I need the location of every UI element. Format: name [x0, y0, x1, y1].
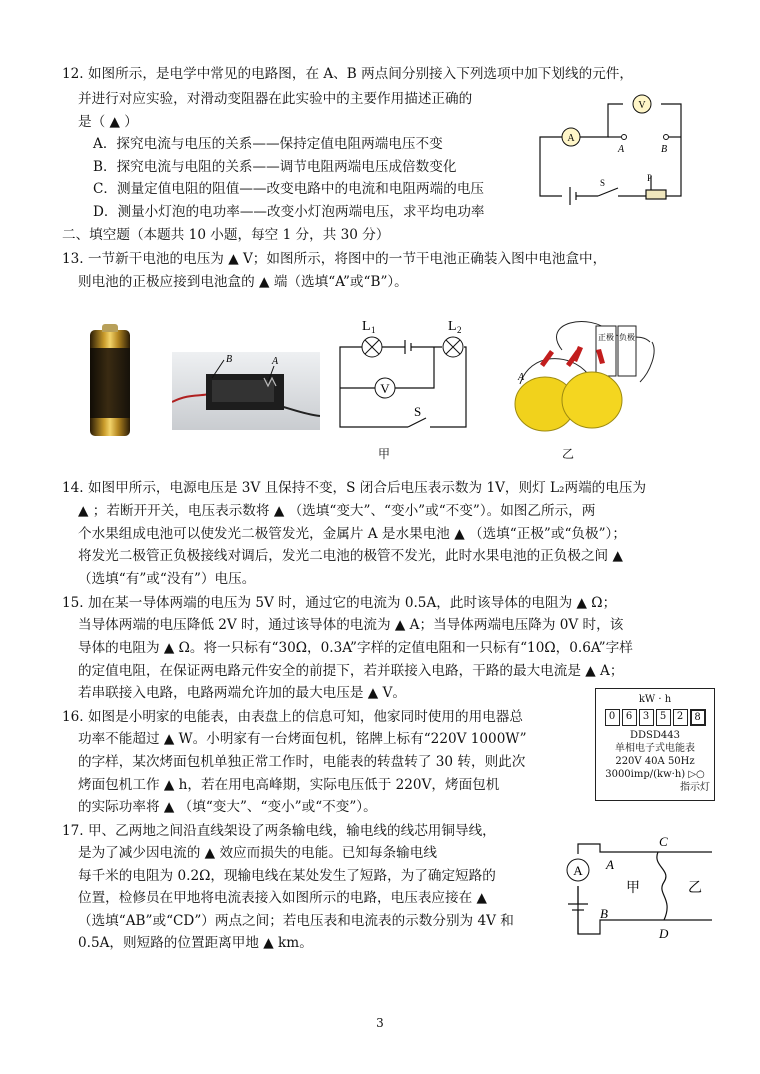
q12-circuit-diagram: [528, 90, 708, 215]
meter-digit: 2: [673, 709, 688, 726]
q17-place-yi-label: 乙: [688, 880, 702, 896]
q12-voltmeter-label: V: [638, 100, 646, 111]
q12-switch-label: S: [600, 178, 606, 188]
q15-line-3: 导体的电阻为 ▲ Ω。将一只标有“30Ω，0.3A”字样的定值电阻和一只标有“10Ω，0.6A”字样: [78, 640, 633, 656]
q16-line-2: 功率不能超过 ▲ W。小明家有一台烤面包机，铭牌上标有“220V 1000W”: [78, 731, 527, 747]
meter-indicator-label: 指示灯: [680, 782, 710, 793]
q16-line-5: 的实际功率将 ▲ （填“变大”、“变小”或“不变”）。: [78, 799, 377, 815]
q17-line-6: 0.5A，则短路的位置距离甲地 ▲ km。: [78, 935, 313, 951]
q15-line-1: 15. 加在某一导体两端的电压为 5V 时，通过它的电流为 0.5A，此时该导体的电阻为 ▲ Ω；: [62, 595, 617, 611]
fruit-metal-a-label: A: [518, 372, 525, 383]
circuit-jia-switch-label: S: [414, 404, 422, 419]
q12-option-d: D．测量小灯泡的电功率——改变小灯泡两端电压，求平均电功率: [93, 204, 485, 220]
q13-line-2: 则电池的正极应接到电池盒的 ▲ 端（选填“A”或“B”）。: [78, 274, 408, 290]
q17-line-1: 17. 甲、乙两地之间沿直线架设了两条输电线，输电线的线芯用铜导线，: [62, 823, 496, 839]
lamp-l2-subscript: 2: [457, 325, 462, 335]
q17-ammeter-label: A: [573, 863, 583, 878]
q17-line-5: （选填“AB”或“CD”）两点之间；若电压表和电流表的示数分别为 4V 和: [78, 913, 514, 929]
battery-box-b-label: B: [226, 354, 233, 365]
meter-digit: 0: [605, 709, 620, 726]
meter-digit: 6: [622, 709, 637, 726]
electric-meter: [595, 688, 715, 801]
meter-rating: 220V 40A 50Hz: [615, 756, 695, 767]
circuit-jia-diagram: [330, 312, 480, 462]
lamp-l1-subscript: 1: [371, 325, 376, 335]
meter-name: 单相电子式电能表: [615, 743, 695, 754]
fruit-battery-figure: [500, 312, 670, 442]
section-2-heading: 二、填空题（本题共 10 小题，每空 1 分，共 30 分）: [62, 227, 390, 243]
meter-digit: 3: [639, 709, 654, 726]
q17-transmission-diagram: [560, 826, 730, 946]
q12-point-b-label: B: [661, 144, 668, 155]
meter-constant: 3000imp/(kw·h) ▷○: [605, 769, 705, 780]
q12-ammeter-label: A: [567, 133, 575, 144]
q13-line-1: 13. 一节新干电池的电压为 ▲ V；如图所示，将图中的一节干电池正确装入图中电池盒中，: [62, 251, 607, 267]
q17-place-jia-label: 甲: [626, 880, 640, 896]
q17-point-b-label: B: [600, 906, 608, 921]
q17-point-a-label: A: [606, 857, 614, 872]
q15-line-5: 若串联接入电路，电路两端允许加的最大电压是 ▲ V。: [78, 685, 406, 701]
q17-point-d-label: D: [659, 926, 669, 941]
q14-line-4: 将发光二极管正负极接线对调后，发光二电池的极管不发光，此时水果电池的正负极之间 ▲: [78, 548, 623, 564]
q15-line-4: 的定值电阻，在保证两电路元件安全的前提下，若并联接入电路，干路的最大电流是 ▲ A；: [78, 663, 624, 679]
q17-point-c-label: C: [659, 834, 668, 849]
q12-option-b: B．探究电流与电阻的关系——调节电阻两端电压成倍数变化: [93, 159, 457, 175]
q14-line-2: ▲ ；若断开开关，电压表示数将 ▲ （选填“变大”、“变小”或“不变”）。如图乙所示，两: [78, 503, 596, 519]
q17-line-3: 每千米的电阻为 0.2Ω，现输电线在某处发生了短路，为了确定短路的: [78, 868, 496, 884]
meter-model: DDSD443: [630, 730, 680, 741]
q16-line-1: 16. 如图是小明家的电能表，由表盘上的信息可知，他家同时使用的用电器总: [62, 709, 523, 725]
q16-line-3: 的字样，某次烤面包机单独正常工作时，电能表的转盘转了 30 转，则此次: [78, 754, 526, 770]
q12-line-1: 12. 如图所示，是电学中常见的电路图，在 A、B 两点间分别接入下列选项中加下划线的元件，: [62, 66, 633, 82]
meter-digits: [596, 709, 714, 726]
battery-photo: [90, 330, 130, 436]
caption-yi: 乙: [562, 447, 575, 461]
circuit-jia-voltmeter-label: V: [380, 381, 390, 396]
meter-unit: kW · h: [638, 694, 672, 705]
q14-line-3: 个水果组成电池可以使发光二极管发光，金属片 A 是水果电池 ▲ （选填“正极”或“负极”）；: [78, 526, 626, 542]
led-positive-label: 正极: [598, 333, 614, 342]
q15-line-2: 当导体两端的电压降低 2V 时，通过该导体的电流为 ▲ A；当导体两端电压降为 0V 时，该: [78, 617, 624, 633]
q12-slider-label: P: [647, 173, 653, 183]
q16-line-4: 烤面包机工作 ▲ h，若在用电高峰期，实际电压低于 220V，烤面包机: [78, 777, 500, 793]
q12-line-2: 并进行对应实验，对滑动变阻器在此实验中的主要作用描述正确的: [78, 91, 473, 107]
q12-line-3: 是（ ▲ ）: [78, 114, 138, 130]
lamp-l1-label: L: [362, 319, 371, 334]
q14-line-5: （选填“有”或“没有”）电压。: [78, 571, 256, 587]
q17-line-2: 是为了减少因电流的 ▲ 效应而损失的电能。已知每条输电线: [78, 845, 437, 861]
battery-box-photo: [172, 352, 320, 430]
led-negative-label: 负极: [619, 333, 635, 342]
lamp-l2-label: L: [448, 319, 457, 334]
q12-option-c: C．测量定值电阻的阻值——改变电路中的电流和电阻两端的电压: [93, 181, 485, 197]
caption-jia: 甲: [378, 447, 391, 461]
page-number: 3: [376, 1016, 384, 1030]
q12-option-a: A．探究电流与电压的关系——保持定值电阻两端电压不变: [93, 136, 443, 152]
battery-box-a-label: A: [272, 356, 279, 367]
q14-line-1: 14. 如图甲所示，电源电压是 3V 且保持不变，S 闭合后电压表示数为 1V，则灯 L₂两端的电压为: [62, 480, 647, 496]
q17-line-4: 位置，检修员在甲地将电流表接入如图所示的电路，电压表应接在 ▲: [78, 890, 487, 906]
meter-digit: 8: [690, 709, 706, 726]
q12-point-a-label: A: [618, 144, 625, 155]
meter-digit: 5: [656, 709, 671, 726]
